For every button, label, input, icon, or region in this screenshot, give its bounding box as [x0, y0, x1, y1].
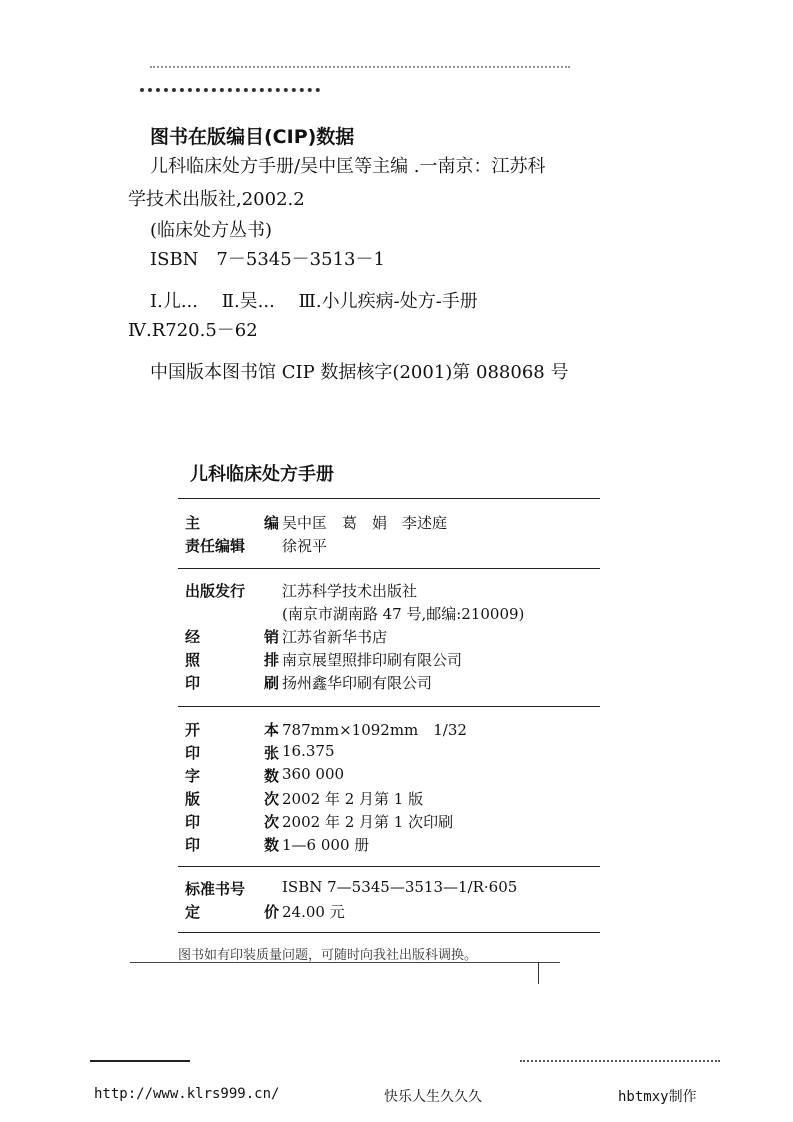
colophon-value: 360 000: [282, 765, 345, 783]
scan-artifact: [150, 66, 570, 68]
colophon-value: 吴中匡 葛 娟 李述庭: [282, 514, 448, 532]
colophon-row: [185, 742, 335, 763]
colophon-row: [185, 603, 524, 624]
label-text: 次: [263, 813, 279, 831]
label-text: 次: [263, 790, 279, 808]
colophon-value: 南京展望照排印刷有限公司: [282, 651, 463, 669]
colophon-row: [185, 901, 345, 922]
label-text: 经: [185, 628, 201, 646]
colophon-value: 扬州鑫华印刷有限公司: [282, 674, 433, 692]
colophon-row: [185, 672, 432, 693]
colophon-value: 2002 年 2 月第 1 次印刷: [282, 813, 454, 831]
colophon-row: [185, 765, 344, 786]
label-text: 印: [185, 836, 201, 854]
divider-rule: [178, 932, 600, 933]
cip-record-number: 中国版本图书馆 CIP 数据核字(2001)第 088068 号: [150, 362, 569, 383]
label-text: 定: [185, 903, 201, 921]
label-text: 张: [263, 744, 279, 762]
footer-center-text: 快乐人生久久久: [384, 1089, 482, 1105]
label-text: 字: [185, 767, 201, 785]
quality-notice: 图书如有印装质量问题，可随时向我社出版科调换。: [178, 948, 478, 963]
colophon-label: [185, 626, 282, 647]
colophon-value: 徐祝平: [282, 537, 328, 555]
label-text: 刷: [263, 674, 279, 692]
divider-rule: [178, 866, 600, 867]
colophon-row: [185, 535, 327, 556]
cip-line: 儿科临床处方手册/吴中匡等主编 .一南京：江苏科: [150, 156, 546, 177]
scan-mark: [538, 962, 539, 984]
label-text: 版: [185, 790, 201, 808]
cip-heading: 图书在版编目(CIP)数据: [150, 126, 355, 148]
colophon-row: [185, 512, 447, 533]
label-text: 销: [263, 628, 279, 646]
scan-artifact: [520, 1060, 720, 1062]
cip-line: 学技术出版社,2002.2: [128, 189, 305, 210]
colophon-label: [185, 834, 282, 855]
colophon-row: [185, 788, 423, 809]
colophon-label: [185, 603, 282, 624]
colophon-label: [185, 788, 282, 809]
colophon-row: [185, 878, 517, 899]
footer-url[interactable]: http://www.klrs999.cn/: [94, 1086, 280, 1102]
label-text: 标准书号: [185, 880, 246, 898]
label-text: 价: [263, 903, 279, 921]
colophon-label: [185, 742, 282, 763]
colophon-value: 24.00 元: [282, 903, 345, 921]
colophon-label: [185, 512, 282, 533]
colophon-label: [185, 719, 282, 740]
label-text: 编: [263, 514, 279, 532]
label-text: 数: [263, 767, 279, 785]
colophon-label: [185, 672, 282, 693]
colophon-row: [185, 719, 467, 740]
colophon-row: [185, 580, 417, 601]
colophon-value: 1—6 000 册: [282, 836, 370, 854]
colophon-value: 2002 年 2 月第 1 版: [282, 790, 424, 808]
cip-line: (临床处方丛书): [150, 220, 273, 241]
colophon-label: [185, 649, 282, 670]
label-text: 排: [263, 651, 279, 669]
divider-rule: [178, 498, 600, 499]
colophon-value: 787mm×1092mm 1/32: [282, 721, 467, 739]
label-text: 印: [185, 674, 201, 692]
colophon-label: [185, 878, 282, 899]
colophon-label: [185, 765, 282, 786]
book-title: 儿科临床处方手册: [190, 464, 334, 485]
colophon-value: ISBN 7—5345—3513—1/R·605: [282, 878, 518, 896]
divider-rule: [178, 568, 600, 569]
scan-artifact: [90, 1060, 190, 1062]
divider-rule: [178, 706, 600, 707]
colophon-label: [185, 811, 282, 832]
cip-classification: Ⅳ.R720.5－62: [128, 320, 258, 341]
colophon-label: [185, 580, 282, 601]
colophon-row: [185, 626, 387, 647]
label-text: 出版发行: [185, 582, 246, 600]
colophon-value: 江苏省新华书店: [282, 628, 388, 646]
colophon-label: [185, 901, 282, 922]
label-text: 数: [263, 836, 279, 854]
cip-classification: Ⅰ.儿... Ⅱ.吴... Ⅲ.小儿疾病-处方-手册: [150, 291, 478, 312]
label-text: 主: [185, 514, 201, 532]
label-text: 本: [263, 721, 279, 739]
scan-artifact: [140, 88, 320, 100]
colophon-row: [185, 834, 369, 855]
colophon-value: 江苏科学技术出版社: [282, 582, 418, 600]
label-text: 印: [185, 813, 201, 831]
colophon-row: [185, 649, 462, 670]
label-text: 印: [185, 744, 201, 762]
cip-isbn: ISBN 7－5345－3513－1: [150, 249, 385, 270]
label-text: 照: [185, 651, 201, 669]
colophon-row: [185, 811, 453, 832]
colophon-value: 16.375: [282, 742, 335, 760]
colophon-value: (南京市湖南路 47 号,邮编:210009): [282, 605, 525, 623]
footer-credit: hbtmxy制作: [618, 1089, 697, 1105]
label-text: 开: [185, 721, 201, 739]
label-text: 责任编辑: [185, 537, 246, 555]
colophon-label: [185, 535, 282, 556]
